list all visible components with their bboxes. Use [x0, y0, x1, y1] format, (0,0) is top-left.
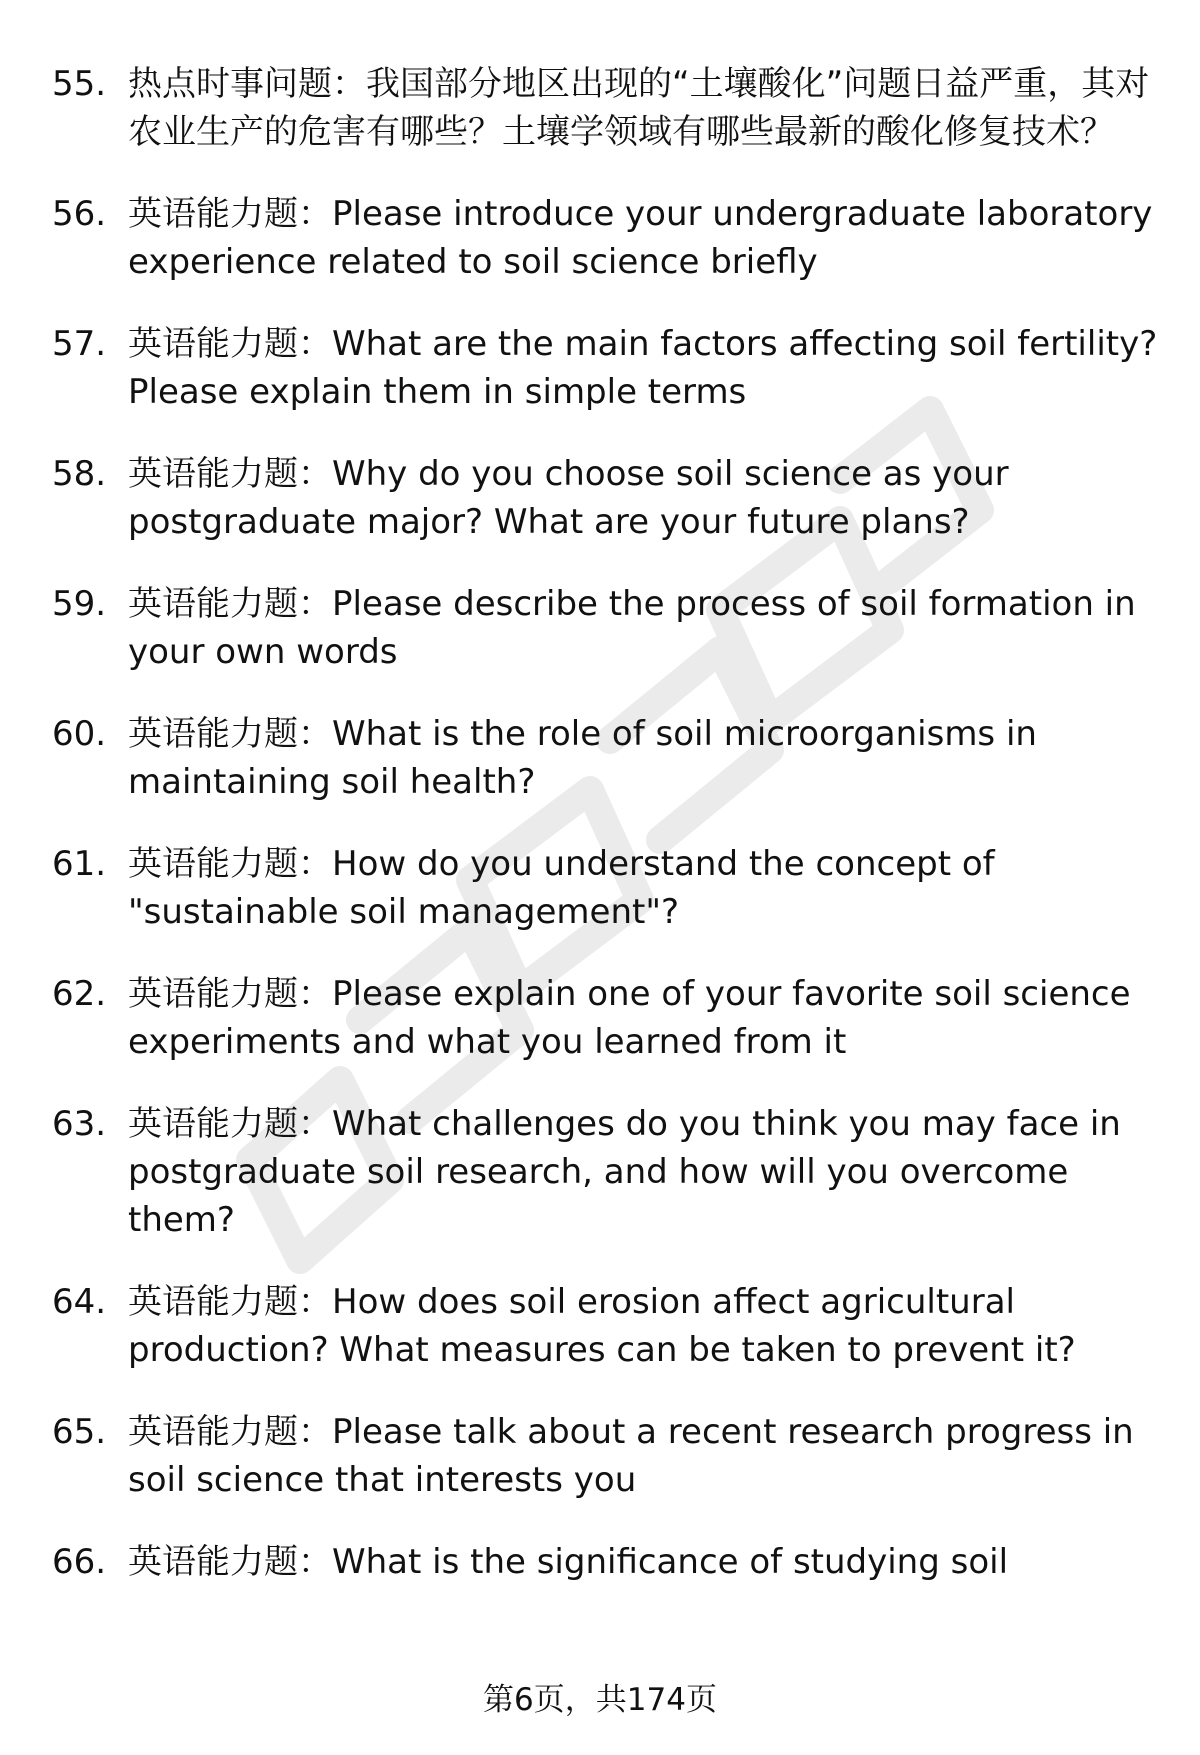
question-text: 英语能力题：Please explain one of your favorite soil science experiments and what you learned from it — [128, 974, 1131, 1062]
question-number: 59. — [52, 584, 107, 624]
question-text: 英语能力题：What is the role of soil microorganisms in maintaining soil health? — [128, 714, 1037, 802]
list-item — [0, 840, 1200, 936]
question-text: 英语能力题：What is the significance of studying soil — [128, 1542, 1009, 1582]
list-item — [0, 1278, 1200, 1374]
page-number: 第6页，共174页 — [483, 1682, 717, 1718]
list-item — [0, 710, 1200, 806]
question-list — [0, 60, 1200, 1620]
question-text: 英语能力题：Please introduce your undergraduate laboratory experience related to soil science briefly — [128, 194, 1153, 282]
list-item — [0, 450, 1200, 546]
list-item — [0, 320, 1200, 416]
question-number: 62. — [52, 974, 107, 1014]
question-number: 66. — [52, 1542, 107, 1582]
question-text: 英语能力题：Please describe the process of soil formation in your own words — [128, 584, 1136, 672]
question-number: 60. — [52, 714, 107, 754]
question-text: 英语能力题：What challenges do you think you may face in postgraduate soil research, and how will you overcome them? — [128, 1104, 1121, 1240]
question-text: 英语能力题：What are the main factors affecting soil fertility? Please explain them in simple terms — [128, 324, 1158, 412]
list-item — [0, 1408, 1200, 1504]
question-number: 58. — [52, 454, 107, 494]
question-number: 61. — [52, 844, 107, 884]
question-number: 65. — [52, 1412, 107, 1452]
question-number: 63. — [52, 1104, 107, 1144]
question-number: 56. — [52, 194, 107, 234]
question-number: 55. — [52, 64, 107, 104]
question-text: 热点时事问题：我国部分地区出现的“土壤酸化”问题日益严重，其对农业生产的危害有哪些？土壤学领域有哪些最新的酸化修复技术？ — [128, 64, 1150, 152]
list-item — [0, 60, 1200, 156]
question-text: 英语能力题：How does soil erosion affect agricultural production? What measures can be taken to prevent it? — [128, 1282, 1076, 1370]
question-number: 57. — [52, 324, 107, 364]
list-item — [0, 970, 1200, 1066]
list-item — [0, 1538, 1200, 1586]
list-item — [0, 580, 1200, 676]
question-number: 64. — [52, 1282, 107, 1322]
question-text: 英语能力题：Why do you choose soil science as your postgraduate major? What are your future plans? — [128, 454, 1009, 542]
question-text: 英语能力题：How do you understand the concept of "sustainable soil management"? — [128, 844, 995, 932]
question-text: 英语能力题：Please talk about a recent research progress in soil science that interests you — [128, 1412, 1134, 1500]
list-item — [0, 1100, 1200, 1244]
list-item — [0, 190, 1200, 286]
